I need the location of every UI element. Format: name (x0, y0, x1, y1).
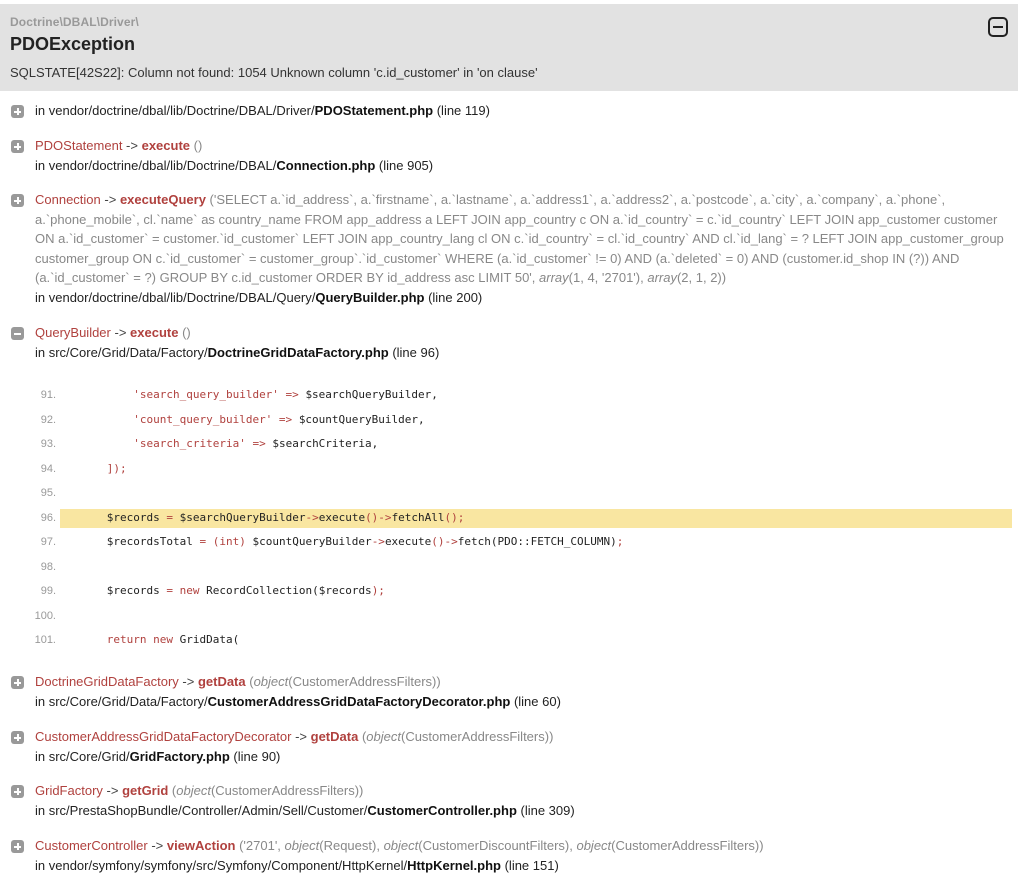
trace-call: Connection -> executeQuery ('SELECT a.`id_address`, a.`firstname`, a.`lastname`, a.`address1`, a.`address2`, a.`postcode`, a.`city`, a.`company`, a.`phone`, a.`phone_mobile`, cl.`name` as country_name FROM app_address a LEFT JOIN app_country c ON a.`id_country` = c.`id_country` LEFT JOIN app_customer customer ON a.`id_customer` = customer.`id_customer` LEFT JOIN app_country_lang cl ON c.`id_country` = cl.`id_country` AND cl.`id_lang` = ? LEFT JOIN app_customer_group customer_group ON c.`id_customer` = customer_group`.`id_customer` WHERE (a.`id_customer` != 0) AND (a.`deleted` = 0) AND (customer.id_shop IN (?)) AND (a.`id_customer` = ?) GROUP BY c.id_customer ORDER BY id_address asc LIMIT 50', array(1, 4, '2701'), array(2, 1, 2)) (35, 192, 1004, 285)
trace-call: CustomerController -> viewAction ('2701', object(Request), object(CustomerDiscountFilters), object(CustomerAddressFilters)) (35, 838, 764, 853)
plus-square-icon[interactable] (11, 194, 24, 207)
code-line-highlighted: 96. $records = $searchQueryBuilder->execute()->fetchAll(); (0, 506, 1022, 531)
trace-location: in src/PrestaShopBundle/Controller/Admin/Sell/Customer/CustomerController.php (line 309) (35, 802, 575, 818)
plus-square-icon[interactable] (11, 105, 24, 118)
trace-call: CustomerAddressGridDataFactoryDecorator -> getData (object(CustomerAddressFilters)) (35, 729, 554, 744)
exception-header (0, 4, 1018, 91)
code-line: 100. (34, 609, 56, 622)
trace-location: in src/Core/Grid/Data/Factory/DoctrineGridDataFactory.php (line 96) (35, 344, 440, 360)
trace-item (0, 136, 441, 175)
trace-call: GridFactory -> getGrid (object(CustomerAddressFilters)) (35, 783, 364, 798)
plus-square-icon[interactable] (11, 731, 24, 744)
trace-item (0, 672, 569, 711)
code-line: 98. (40, 560, 56, 573)
trace-location: in vendor/doctrine/dbal/lib/Doctrine/DBAL/Connection.php (line 905) (35, 157, 434, 173)
trace-item (0, 101, 498, 121)
trace-call: QueryBuilder -> execute () (35, 325, 191, 340)
code-line: 93. 'search_criteria' => $searchCriteria, (40, 437, 379, 450)
code-line: 95. (40, 487, 56, 499)
trace-item-expanded (0, 323, 447, 362)
code-line: 97. $recordsTotal = (int) $countQueryBuilder->execute()->fetch(PDO::FETCH_COLUMN); (40, 535, 624, 548)
plus-square-icon[interactable] (11, 840, 24, 853)
plus-square-icon[interactable] (11, 140, 24, 153)
trace-location: in vendor/doctrine/dbal/lib/Doctrine/DBAL/Query/QueryBuilder.php (line 200) (35, 289, 483, 305)
trace-location: in vendor/symfony/symfony/src/Symfony/Component/HttpKernel/HttpKernel.php (line 151) (35, 857, 559, 873)
plus-square-icon[interactable] (11, 676, 24, 689)
trace-item (0, 836, 772, 875)
exception-class: PDOException (10, 34, 136, 54)
code-line: 92. 'count_query_builder' => $countQueryBuilder, (40, 412, 425, 426)
code-line: 99. $records = new RecordCollection($records); (40, 584, 385, 597)
minus-square-icon[interactable] (988, 17, 1008, 37)
trace-item (0, 727, 561, 766)
exception-message: SQLSTATE[42S22]: Column not found: 1054 Unknown column 'c.id_customer' in 'on clause' (10, 65, 538, 80)
trace-location: in vendor/doctrine/dbal/lib/Doctrine/DBAL/Driver/PDOStatement.php (line 119) (35, 103, 490, 118)
code-line: 101. return new GridData( (34, 633, 240, 646)
code-line: 91. 'search_query_builder' => $searchQueryBuilder, (40, 388, 438, 401)
code-line: 94. ]); (40, 461, 127, 475)
plus-square-icon[interactable] (11, 785, 24, 798)
trace-location: in src/Core/Grid/GridFactory.php (line 90) (35, 748, 281, 764)
exception-namespace: Doctrine\DBAL\Driver\ (10, 15, 139, 29)
trace-call: PDOStatement -> execute () (35, 138, 203, 153)
trace-call: DoctrineGridDataFactory -> getData (object(CustomerAddressFilters)) (35, 674, 441, 689)
minus-square-icon[interactable] (11, 327, 24, 340)
code-excerpt (0, 383, 1022, 653)
trace-location: in src/Core/Grid/Data/Factory/CustomerAddressGridDataFactoryDecorator.php (line 60) (35, 693, 561, 709)
trace-item (0, 190, 1022, 307)
trace-item (0, 781, 583, 820)
